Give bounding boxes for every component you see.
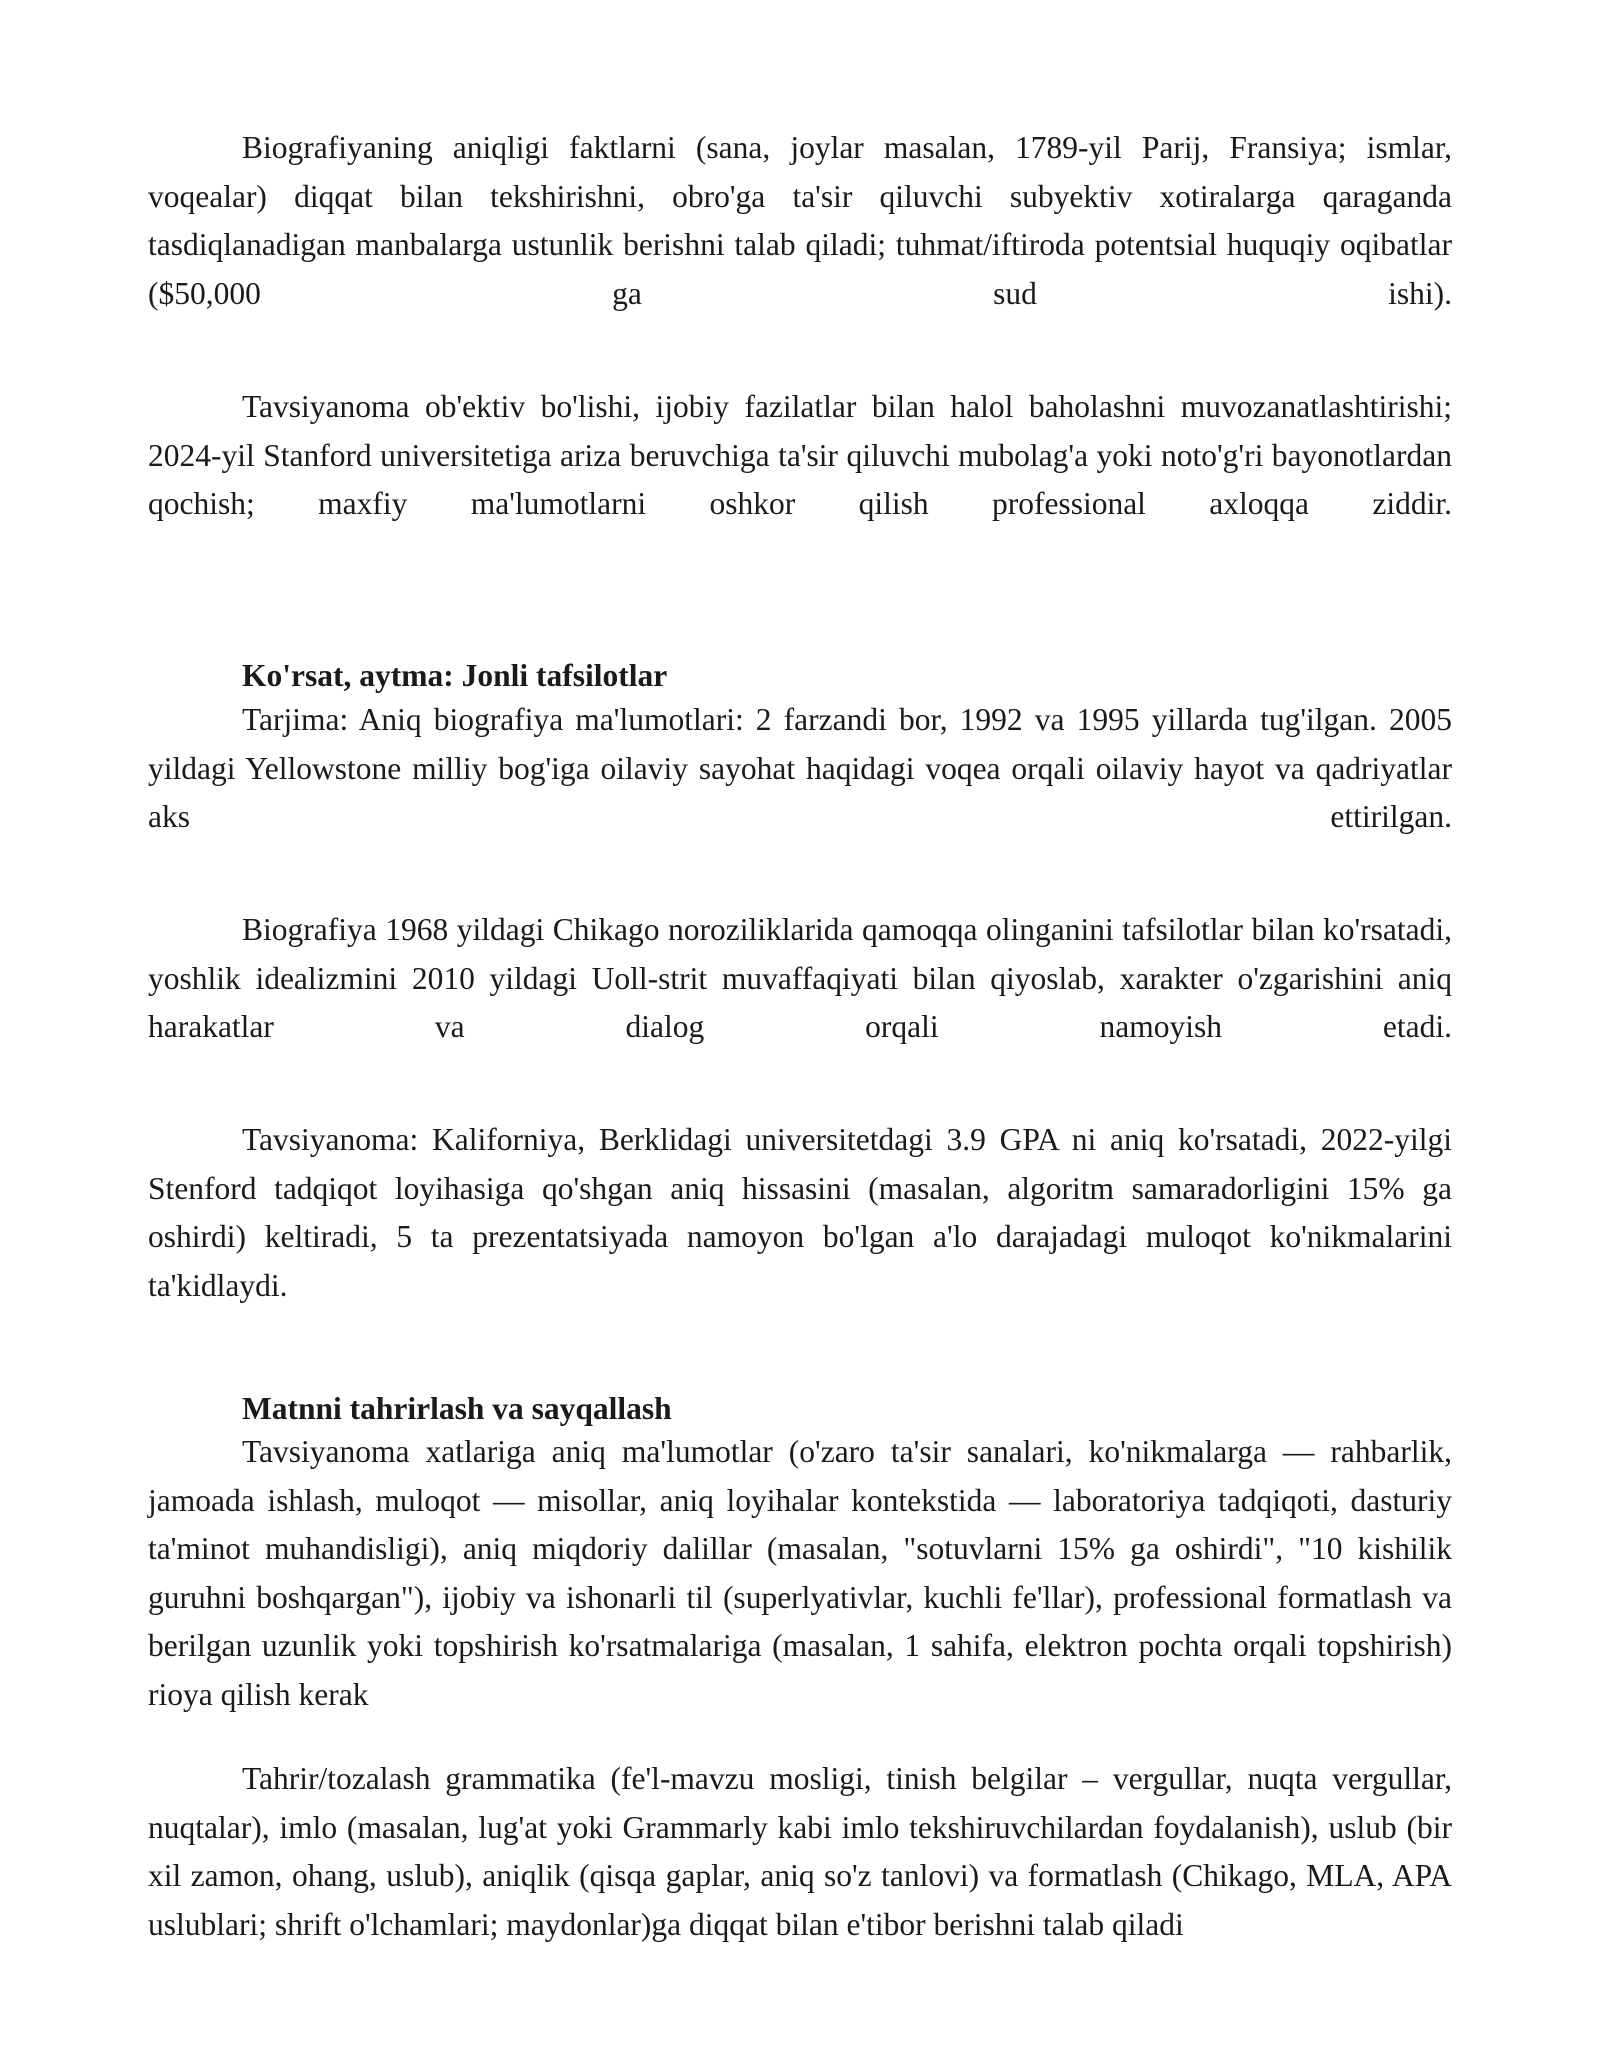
paragraph-translation-details <box>148 696 1452 842</box>
paragraph-text: Tarjima: Aniq biografiya ma'lumotlari: 2 farzandi bor, 1992 va 1995 yillarda tug'ilgan. 2005 yildagi Yellowstone milliy bog'iga oilaviy sayohat haqidagi voqea orqali oilaviy hayot va qadriyatlar aks ettirilgan. <box>148 702 1452 834</box>
paragraph-text: Tavsiyanoma: Kaliforniya, Berklidagi universitetdagi 3.9 GPA ni aniq ko'rsatadi, 2022-yilgi Stenford tadqiqot loyihasiga qo'shgan aniq hissasini (masalan, algoritm samaradorligini 15% ga oshirdi) keltiradi, 5 ta prezentatsiyada namoyon bo'lgan a'lo darajadagi muloqot ko'nikmalarini ta'kidlaydi. <box>148 1122 1452 1303</box>
section-heading-show-dont-tell: Ko'rsat, aytma: Jonli tafsilotlar <box>242 658 668 693</box>
paragraph-recommendation-gpa <box>148 1116 1452 1310</box>
paragraph-recommendation-letters <box>148 1428 1452 1719</box>
paragraph-biography-chicago <box>148 906 1452 1052</box>
paragraph-text: Biografiya 1968 yildagi Chikago noroziliklarida qamoqqa olinganini tafsilotlar bilan ko'rsatadi, yoshlik idealizmini 2010 yildagi Uoll-strit muvaffaqiyati bilan qiyoslab, xarakter o'zgarishini aniq harakatlar va dialog orqali namoyish etadi. <box>148 912 1452 1044</box>
paragraph-editing-grammar <box>148 1755 1452 1949</box>
paragraph-text: Tavsiyanoma xatlariga aniq ma'lumotlar (o'zaro ta'sir sanalari, ko'nikmalarga — rahbarlik, jamoada ishlash, muloqot — misollar, aniq loyihalar kontekstida — laboratoriya tadqiqoti, dasturiy ta'minot muhandisligi), aniq miqdoriy dalillar (masalan, "sotuvlarni 15% ga oshirdi", "10 kishilik guruhni boshqargan"), ijobiy va ishonarli til (superlyativlar, kuchli fe'llar), professional formatlash va berilgan uzunlik yoki topshirish ko'rsatmalariga (masalan, 1 sahifa, elektron pochta orqali topshirish) rioya qilish kerak <box>148 1434 1452 1712</box>
section-heading-editing: Matnni tahrirlash va sayqallash <box>242 1391 672 1426</box>
paragraph-text: Biografiyaning aniqligi faktlarni (sana, joylar masalan, 1789-yil Parij, Fransiya; ismlar, voqealar) diqqat bilan tekshirishni, obro'ga ta'sir qiluvchi subyektiv xotiralarga qaraganda tasdiqlanadigan manbalarga ustunlik berishni talab qiladi; tuhmat/iftiroda potentsial huquqiy oqibatlar ($50,000 ga sud ishi). <box>148 130 1452 311</box>
paragraph-biography-accuracy <box>148 124 1452 318</box>
paragraph-text: Tahrir/tozalash grammatika (fe'l-mavzu mosligi, tinish belgilar – vergullar, nuqta vergullar, nuqtalar), imlo (masalan, lug'at yoki Grammarly kabi imlo tekshiruvchilardan foydalanish), uslub (bir xil zamon, ohang, uslub), aniqlik (qisqa gaplar, aniq so'z tanlovi) va formatlash (Chikago, MLA, APA uslublari; shrift o'lchamlari; maydonlar)ga diqqat bilan e'tibor berishni talab qiladi <box>148 1761 1452 1942</box>
paragraph-text: Tavsiyanoma ob'ektiv bo'lishi, ijobiy fazilatlar bilan halol baholashni muvozanatlashtirishi; 2024-yil Stanford universitetiga ariza beruvchiga ta'sir qiluvchi mubolag'a yoki noto'g'ri bayonotlardan qochish; maxfiy ma'lumotlarni oshkor qilish professional axloqqa ziddir. <box>148 389 1452 521</box>
paragraph-recommendation-objectivity <box>148 383 1452 529</box>
